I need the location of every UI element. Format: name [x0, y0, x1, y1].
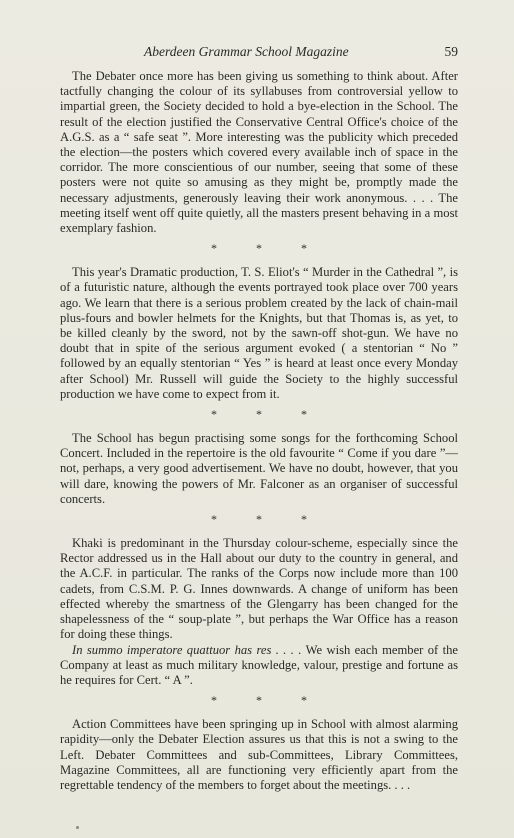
- paragraph-concert: The School has begun practising some songs for the forthcoming School Concert. Included in the repertoire is the old favourite “ Come if you dare ”—not, perhaps, a very good advertisement. We have no doubt, however, that you will dare, knowing the powers of Mr. Falconer as an organiser of successful concerts.: [60, 431, 458, 506]
- paragraph-khaki: Khaki is predominant in the Thursday colour-scheme, especially since the Rector addressed us in the Hall about our duty to the country in general, and the A.C.F. in particular. The ranks of the Corps now include more than 100 cadets, from C.S.M. P. G. Innes downwards. A change of uniform has been effected whereby the smartness of the Glengarry has been changed for the shapelessness of the “ soup-plate ”, but perhaps the War Office has a reason for doing these things.: [60, 536, 458, 642]
- paper-speck: [76, 826, 79, 829]
- running-header: [60, 44, 458, 60]
- paragraph-committees: Action Committees have been springing up in School with almost alarming rapidity—only the Debater Election assures us that this is not a swing to the Left. Debater Committees and sub-Committees, Library Committees, Magazine Committees, all are functioning very efficiently apart from the regrettable tendency of the members to forget about the meetings. . . .: [60, 717, 458, 792]
- paragraph-khaki-wish: [60, 643, 458, 689]
- magazine-title: Aberdeen Grammar School Magazine: [144, 44, 349, 59]
- section-separator: * * *: [211, 512, 325, 527]
- page-number: 59: [444, 44, 458, 59]
- section-separator: * * *: [211, 407, 325, 422]
- khaki-wish-text: We wish each member of the Company at least as much military knowledge, valour, prestige and fortune as he requires for Cert. “ A ”.: [60, 642, 458, 687]
- section-separator: * * *: [211, 693, 325, 708]
- paragraph-debater: The Debater once more has been giving us something to think about. After tactfully changing the colour of its syllabuses from controversial yellow to impartial green, the Society decided to hold a bye-election in the School. The result of the election justified the Conservative Central Office's choice of the A.G.S. as a “ safe seat ”. More interesting was the publicity which preceded the election—the posters which covered every available inch of space in the corridor. The more conscientious of our number, seeing that some of these posters were not quite so amusing as they might be, promptly made the necessary adjustments, generously leaving their work anonymous. . . . The meeting itself went off quite quietly, all the masters present behaving in a most exemplary fashion.: [60, 69, 458, 236]
- latin-quotation: In summo imperatore quattuor has res . . . .: [72, 642, 302, 657]
- paragraph-dramatic: This year's Dramatic production, T. S. Eliot's “ Murder in the Cathedral ”, is of a futuristic nature, although the events portrayed took place over 700 years ago. We learn that there is a serious problem created by the lack of chain-mail plus-fours and bowler helmets for the Knights, but that Thomas is, as yet, to be killed cleanly by the sword, not by the sawn-off shot-gun. We have no doubt that in spite of the serious argument evoked ( a stentorian “ No ” followed by an equally stentorian “ Yes ” is heard at least once every Monday after School) Mr. Russell will guide the Society to the highly successful production we have come to expect from it.: [60, 265, 458, 401]
- section-separator: * * *: [211, 241, 325, 256]
